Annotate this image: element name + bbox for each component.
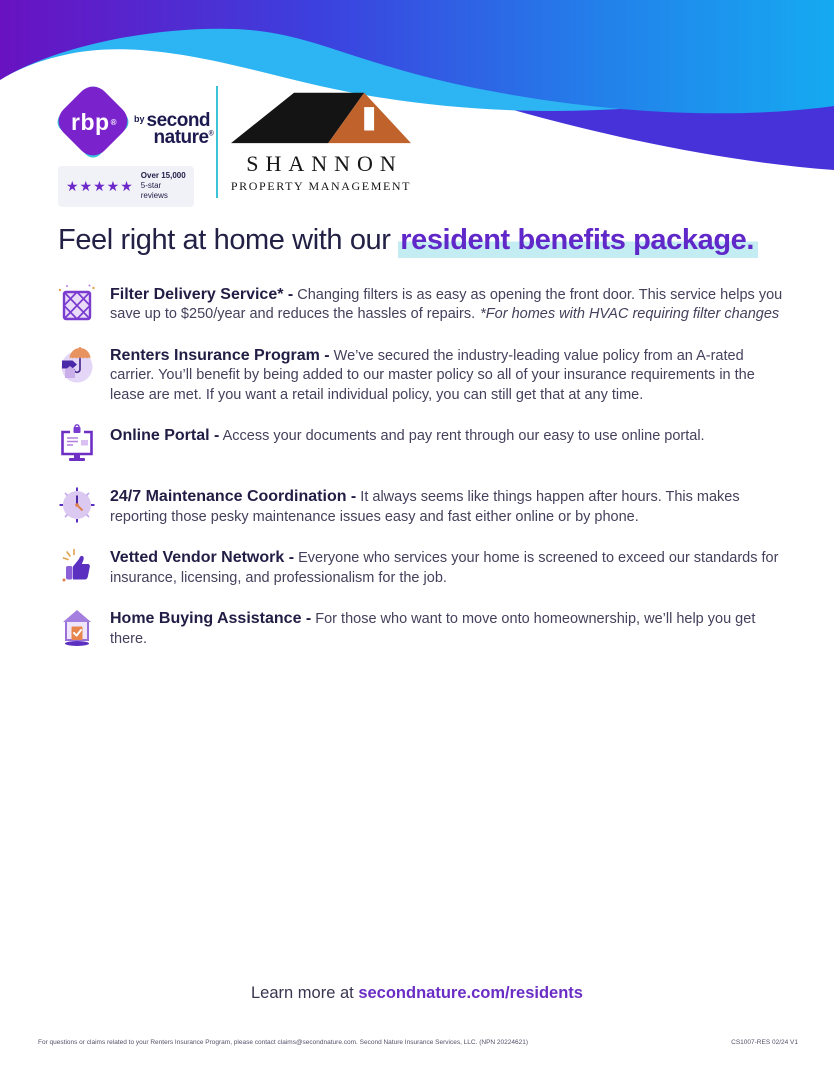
house-check-icon	[57, 607, 97, 647]
benefit-title: Online Portal -	[110, 427, 220, 445]
shannon-roof-icon	[231, 88, 411, 146]
reviews-label: 5-star reviews	[140, 181, 168, 200]
document-code: CS1007-RES 02/24 V1	[731, 1039, 798, 1046]
page-title-highlight: resident benefits package.	[398, 224, 758, 258]
air-filter-icon	[57, 283, 97, 323]
benefit-renters-insurance	[57, 344, 787, 405]
shannon-name: SHANNON	[246, 151, 403, 176]
brand-lockup	[58, 86, 214, 207]
brand-word-second: second	[146, 109, 211, 131]
benefit-title: 24/7 Maintenance Coordination -	[110, 488, 357, 506]
benefit-footnote: *For homes with HVAC requiring filter changes	[480, 306, 780, 323]
benefit-body: Everyone who services your home is screened to exceed our standards for insurance, licensing, and professionalism for the job.	[110, 550, 779, 586]
benefit-body: Changing filters is as easy as opening the front door. This service helps you save up to $250/year and reduces the hassles of repairs.	[110, 287, 783, 323]
umbrella-house-icon	[57, 344, 97, 384]
by-label: by	[134, 113, 145, 124]
page-title	[58, 224, 782, 257]
benefit-body: Access your documents and pay rent through our easy to use online portal.	[222, 428, 705, 445]
page-title-prefix: Feel right at home with our	[58, 224, 391, 256]
benefit-title: Filter Delivery Service* -	[110, 286, 294, 303]
second-nature-wordmark	[134, 109, 214, 148]
benefit-maintenance	[57, 485, 787, 527]
benefit-vendor-network	[57, 546, 787, 588]
benefit-online-portal	[57, 424, 787, 466]
shannon-logo	[230, 88, 412, 194]
benefit-body: We’ve secured the industry-leading value policy from an A-rated carrier. You’ll benefit by being added to our master policy so all of your insurance requirements in the lease are met. If you want a retail individual policy, you can still get that at any time.	[110, 348, 755, 403]
legal-text: For questions or claims related to your Renters Insurance Program, please contact claims@secondnature.com. Second Nature Insurance Services, LLC. (NPN 20224621)	[38, 1039, 529, 1046]
benefit-body: For those who want to move onto homeownership, we’ll help you get there.	[110, 611, 756, 647]
rbp-logo	[58, 86, 130, 158]
shannon-subtitle: PROPERTY MANAGEMENT	[230, 179, 412, 193]
brand-word-nature: nature®	[153, 127, 214, 148]
benefit-filter-delivery	[57, 283, 787, 325]
clock-icon	[57, 485, 97, 525]
thumbs-up-icon	[57, 546, 97, 586]
logo-divider	[216, 86, 218, 198]
learn-more-line	[0, 984, 834, 1003]
reviews-badge	[58, 166, 194, 207]
five-stars-icon: ★★★★★	[66, 177, 134, 194]
rbp-logo-text: rbp ®	[71, 108, 117, 135]
benefit-home-buying	[57, 607, 787, 649]
legal-footer	[38, 1039, 798, 1046]
benefit-title: Home Buying Assistance -	[110, 610, 312, 628]
learn-more-prefix: Learn more at	[251, 984, 354, 1002]
benefits-list	[57, 283, 787, 668]
monitor-lock-icon	[57, 424, 97, 464]
reviews-count: Over 15,000	[140, 171, 186, 180]
benefit-title: Renters Insurance Program -	[110, 347, 330, 364]
benefit-title: Vetted Vendor Network -	[110, 549, 295, 567]
benefit-body: It always seems like things happen after hours. This makes reporting those pesky maintenance issues easy and fast either online or by phone.	[110, 489, 740, 525]
learn-more-link[interactable]: secondnature.com/residents	[358, 984, 583, 1002]
